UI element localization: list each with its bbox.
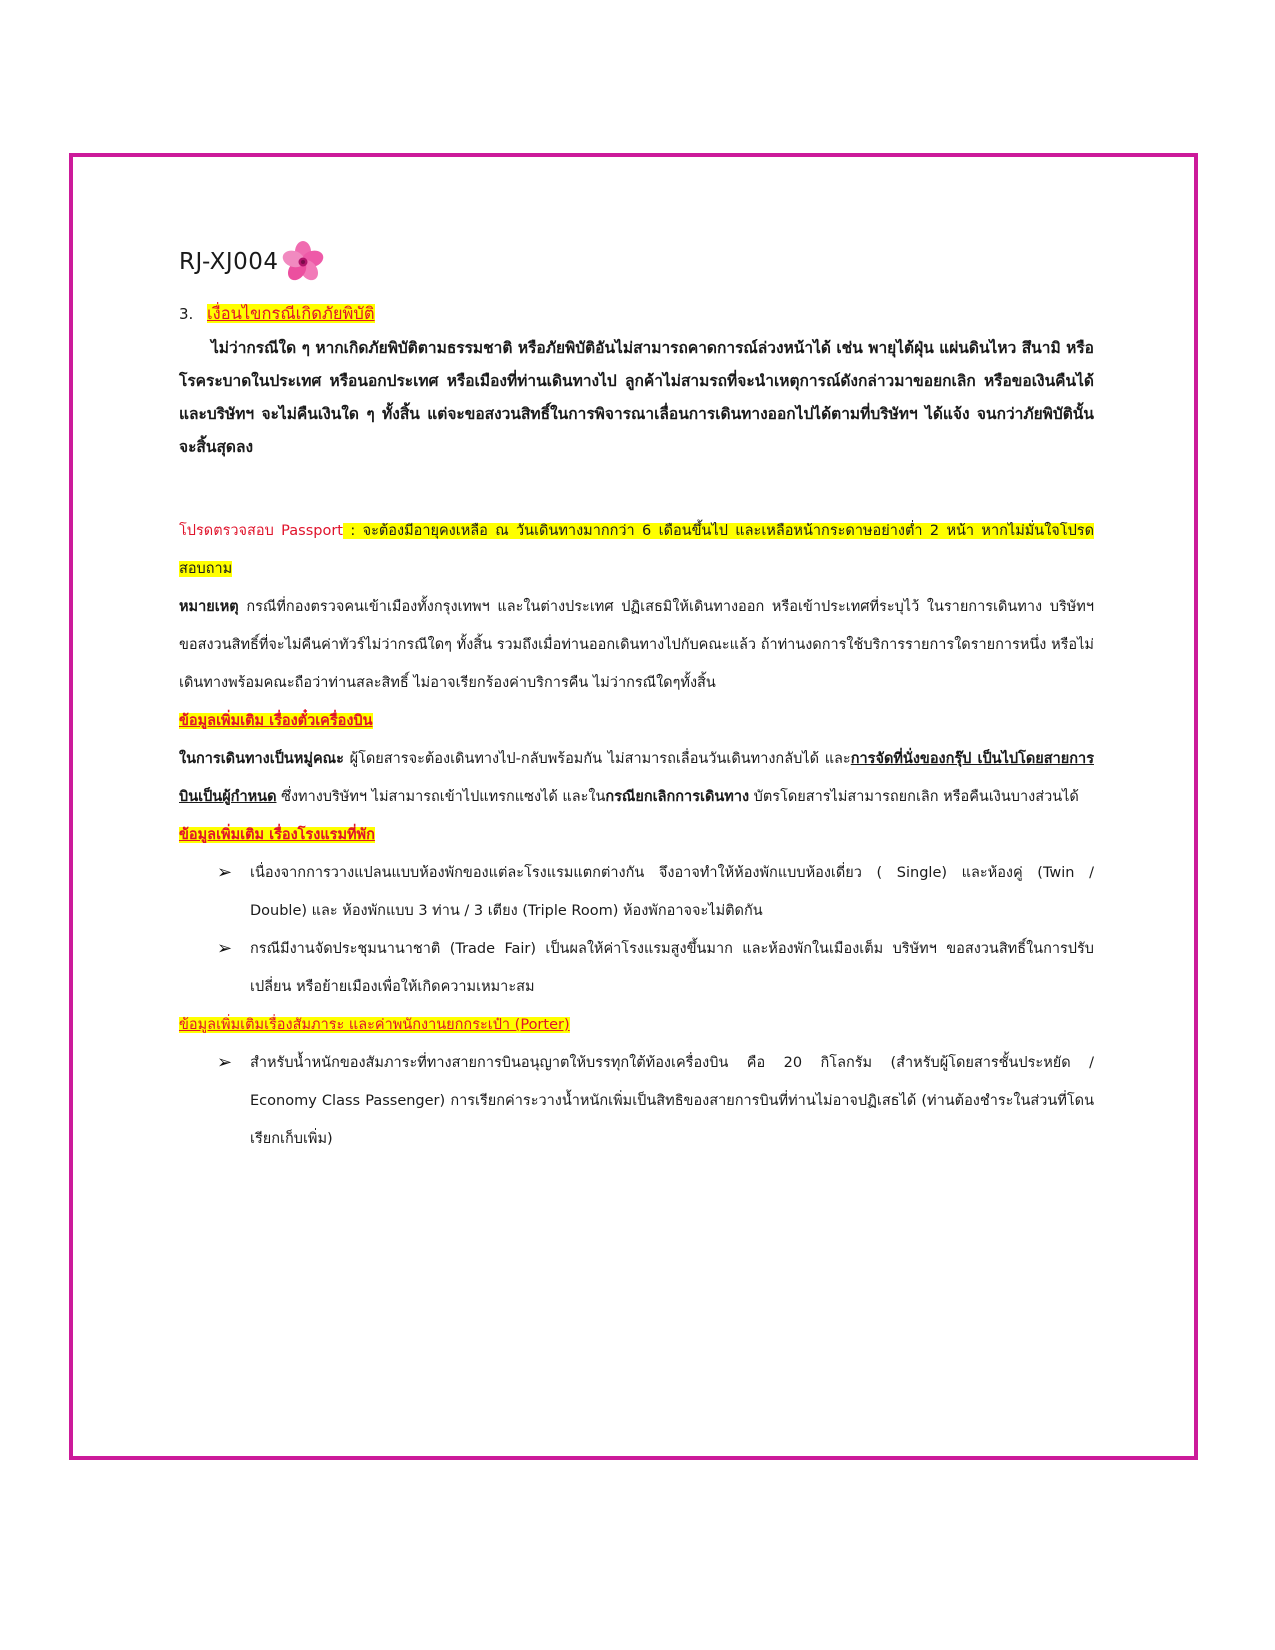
ticket-cancel: กรณียกเลิกการเดินทาง xyxy=(605,789,750,805)
ticket-lead: ในการเดินทางเป็นหมู่คณะ xyxy=(179,751,344,767)
remark-label: หมายเหตุ xyxy=(179,599,239,615)
arrowhead-bullet-icon: ➢ xyxy=(217,862,233,883)
remark-paragraph xyxy=(179,588,1094,702)
section-3-heading xyxy=(179,302,1094,326)
baggage-heading-line xyxy=(179,1006,1094,1044)
section-3-body-text: ไม่ว่ากรณีใด ๆ หากเกิดภัยพิบัติตามธรรมชาติ หรือภัยพิบัติอันไม่สามารถคาดการณ์ล่วงหน้าได้ เช่น พายุไต้ฝุ่น แผ่นดินไหว สึนามิ หรือโรคระบาดในประเทศ หรือนอกประเทศ หรือเมืองที่ท่านเดินทางไป ลูกค้าไม่สามรถที่จะนำเหตุการณ์ดังกล่าวมาขอยกเลิก หรือขอเงินคืนได้ และบริษัทฯ จะไม่คืนเงินใด ๆ ทั้งสิ้น แต่จะขอสงวนสิทธิ์ในการพิจารณาเลื่อนการเดินทางออกไปได้ตามที่บริษัทฯ ได้แจ้ง จนกว่าภัยพิบัตินั้นจะสิ้นสุดลง xyxy=(179,339,1094,456)
list-item-text: กรณีมีงานจัดประชุมนานาชาติ (Trade Fair) เป็นผลให้ค่าโรงแรมสูงขึ้นมาก และห้องพักในเมืองเต็ม บริษัทฯ ขอสงวนสิทธิ์ในการปรับเปลี่ยน หรือย้ายเมืองเพื่อให้เกิดความเหมาะสม xyxy=(250,941,1094,995)
hotel-heading-line xyxy=(179,816,1094,854)
baggage-list xyxy=(179,1044,1094,1158)
list-item-text: เนื่องจากการวางแปลนแบบห้องพักของแต่ละโรงแรมแตกต่างกัน จึงอาจทำให้ห้องพักแบบห้องเดี่ยว ( Single) และห้องคู่ (Twin / Double) และ ห้องพักแบบ 3 ท่าน / 3 เตียง (Triple Room) ห้องพักอาจจะไม่ติดกัน xyxy=(250,865,1094,919)
list-item xyxy=(217,1044,1094,1158)
section-3-body xyxy=(179,332,1094,464)
section-3-title: เงื่อนไขกรณีเกิดภัยพิบัติ xyxy=(207,304,375,323)
baggage-heading: ข้อมูลเพิ่มเติมเรื่องสัมภาระ และค่าพนักงานยกกระเป๋า (Porter) xyxy=(179,1017,570,1033)
passport-label: โปรดตรวจสอบ Passport xyxy=(179,523,343,539)
ticket-text-1: ผู้โดยสารจะต้องเดินทางไป-กลับพร้อมกัน ไม่สามารถเลื่อนวันเดินทางกลับได้ และ xyxy=(343,751,851,767)
ticket-text-3: บัตรโดยสารไม่สามารถยกเลิก หรือคืนเงินบางส่วนได้ xyxy=(749,789,1079,805)
arrowhead-bullet-icon: ➢ xyxy=(217,938,233,959)
arrowhead-bullet-icon: ➢ xyxy=(217,1052,233,1073)
remark-text: กรณีที่กองตรวจคนเข้าเมืองทั้งกรุงเทพฯ และในต่างประเทศ ปฏิเสธมิให้เดินทางออก หรือเข้าประเทศที่ระบุไว้ ในรายการเดินทาง บริษัทฯขอสงวนสิทธิ์ที่จะไม่คืนค่าทัวร์ไม่ว่ากรณีใดๆ ทั้งสิ้น รวมถึงเมื่อท่านออกเดินทางไปกับคณะแล้ว ถ้าท่านงดการใช้บริการรายการใดรายการหนึ่ง หรือไม่เดินทางพร้อมคณะถือว่าท่านสละสิทธิ์ ไม่อาจเรียกร้องค่าบริการคืน ไม่ว่ากรณีใดๆทั้งสิ้น xyxy=(179,599,1094,691)
passport-text: : จะต้องมีอายุคงเหลือ ณ วันเดินทางมากกว่า 6 เดือนขึ้นไป และเหลือหน้ากระดาษอย่างต่ำ 2 หน้า หากไม่มั่นใจโปรดสอบถาม xyxy=(179,523,1094,577)
hotel-list xyxy=(179,854,1094,1006)
ticket-emphasis: การจัดที่นั่งของกรุ๊ป เป็นไปโดยสายการบินเป็นผู้กำหนด xyxy=(179,751,1094,805)
document-content xyxy=(179,240,1094,1158)
ticket-paragraph xyxy=(179,740,1094,816)
passport-notice xyxy=(179,512,1094,588)
pink-flower-icon xyxy=(281,240,325,284)
ticket-heading: ข้อมูลเพิ่มเติม เรื่องตั๋วเครื่องบิน xyxy=(179,713,373,729)
hotel-heading: ข้อมูลเพิ่มเติม เรื่องโรงแรมที่พัก xyxy=(179,827,375,843)
ticket-heading-line xyxy=(179,702,1094,740)
list-item xyxy=(217,930,1094,1006)
doc-header xyxy=(179,240,1094,284)
list-item xyxy=(217,854,1094,930)
tour-code: RJ-XJ004 xyxy=(179,249,279,275)
list-item-text: สำหรับน้ำหนักของสัมภาระที่ทางสายการบินอนุญาตให้บรรทุกใต้ท้องเครื่องบิน คือ 20 กิโลกรัม (สำหรับผู้โดยสารชั้นประหยัด / Economy Class Passenger) การเรียกค่าระวางน้ำหนักเพิ่มเป็นสิทธิของสายการบินที่ท่านไม่อาจปฏิเสธได้ (ท่านต้องชำระในส่วนที่โดนเรียกเก็บเพิ่ม) xyxy=(250,1055,1094,1147)
section-number: 3. xyxy=(179,305,194,323)
ticket-text-2: ซึ่งทางบริษัทฯ ไม่สามารถเข้าไปแทรกแซงได้ และใน xyxy=(276,789,606,805)
